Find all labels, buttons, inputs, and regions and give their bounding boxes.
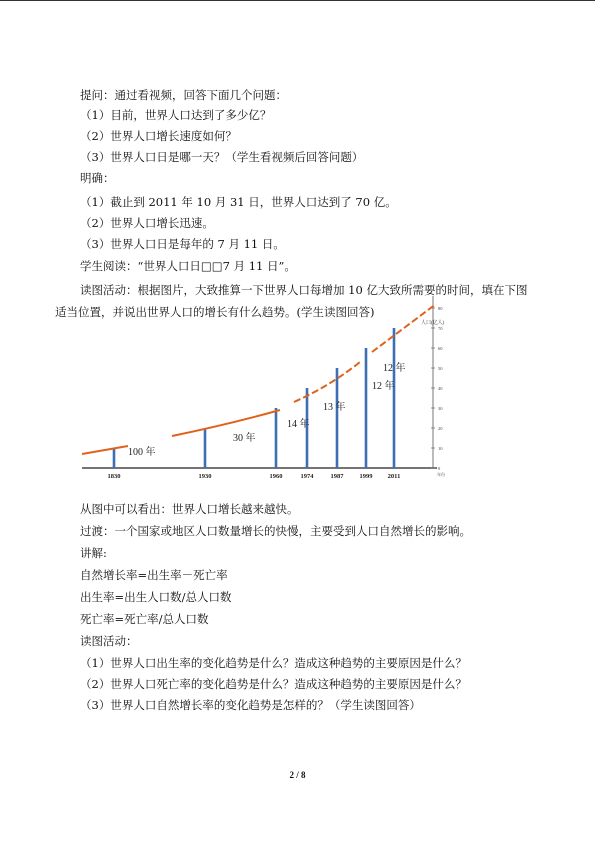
paragraph-p11: 适当位置，并说出世界人口的增长有什么趋势。(学生读图回答) bbox=[55, 305, 375, 319]
paragraph-p20: （2）世界人口死亡率的变化趋势是什么？造成这种趋势的主要原因是什么？ bbox=[80, 677, 467, 691]
y-tick-label: 80 bbox=[438, 306, 443, 311]
population-bar bbox=[204, 428, 207, 468]
page-number: 2 / 8 bbox=[289, 770, 306, 780]
paragraph-p13: 过渡：一个国家或地区人口数量增长的快慢，主要受到人口自然增长的影响。 bbox=[80, 524, 471, 538]
paragraph-p1: 提问：通过看视频，回答下面几个问题： bbox=[80, 88, 287, 102]
x-axis-label: 年份 bbox=[437, 472, 445, 477]
interval-label: 12 年 bbox=[383, 363, 406, 374]
y-tick-label: 40 bbox=[438, 386, 443, 391]
interval-label: 14 年 bbox=[287, 419, 310, 430]
x-tick-label: 1999 bbox=[359, 473, 373, 480]
paragraph-p19: （1）世界人口出生率的变化趋势是什么？造成这种趋势的主要原因是什么？ bbox=[80, 656, 467, 670]
interval-label: 12 年 bbox=[372, 381, 395, 392]
trend-segment bbox=[82, 446, 128, 454]
paragraph-p15: 自然增长率=出生率－死亡率 bbox=[80, 568, 228, 582]
x-tick-label: 1830 bbox=[107, 473, 121, 480]
y-tick-label: 0 bbox=[438, 466, 441, 471]
interval-label: 100 年 bbox=[128, 447, 156, 458]
interval-label: 30 年 bbox=[233, 433, 256, 444]
paragraph-p17: 死亡率=死亡率/总人口数 bbox=[80, 612, 209, 626]
x-tick-label: 1960 bbox=[269, 473, 283, 480]
population-bar bbox=[275, 408, 278, 468]
paragraph-p3: （2）世界人口增长速度如何？ bbox=[80, 129, 237, 143]
x-tick-label: 1987 bbox=[330, 473, 344, 480]
paragraph-p21: （3）世界人口自然增长率的变化趋势是怎样的？（学生读图回答） bbox=[80, 698, 421, 712]
population-bar bbox=[365, 348, 368, 468]
paragraph-p12: 从图中可以看出：世界人口增长越来越快。 bbox=[80, 502, 299, 516]
y-tick-label: 70 bbox=[438, 326, 443, 331]
x-tick-label: 1974 bbox=[300, 473, 314, 480]
trend-segment-dashed bbox=[372, 304, 436, 352]
paragraph-p16: 出生率=出生人口数/总人口数 bbox=[80, 590, 232, 604]
paragraph-p6: （1）截止到 2011 年 10 月 31 日，世界人口达到了 70 亿。 bbox=[80, 195, 397, 209]
y-tick-label: 30 bbox=[438, 406, 443, 411]
population-bar bbox=[336, 368, 339, 468]
x-tick-label: 1930 bbox=[198, 473, 212, 480]
paragraph-p8: （3）世界人口日是每年的 7 月 11 日。 bbox=[80, 237, 285, 251]
page-top-border bbox=[0, 0, 595, 1]
trend-segment bbox=[172, 410, 280, 436]
y-tick-label: 10 bbox=[438, 446, 443, 451]
paragraph-p7: （2）世界人口增长迅速。 bbox=[80, 216, 214, 230]
paragraph-p4: （3）世界人口日是哪一天？（学生看视频后回答问题） bbox=[80, 150, 364, 164]
y-tick-label: 60 bbox=[438, 346, 443, 351]
y-tick-label: 20 bbox=[438, 426, 443, 431]
population-bar bbox=[113, 448, 116, 468]
paragraph-p14: 讲解: bbox=[80, 546, 107, 560]
paragraph-p5: 明确： bbox=[80, 171, 115, 185]
paragraph-p2: （1）目前，世界人口达到了多少亿？ bbox=[80, 108, 272, 122]
trend-segment-dashed bbox=[294, 362, 360, 402]
y-tick-label: 50 bbox=[438, 366, 443, 371]
paragraph-p9: 学生阅读：“世界人口日□□7 月 11 日”。 bbox=[80, 259, 296, 273]
paragraph-p18: 读图活动： bbox=[80, 634, 138, 648]
population-bar bbox=[393, 328, 396, 468]
interval-label: 13 年 bbox=[323, 402, 346, 413]
paragraph-p10: 读图活动：根据图片，大致推算一下世界人口每增加 10 亿大致所需要的时间，填在下图 bbox=[80, 283, 528, 297]
x-tick-label: 2011 bbox=[387, 473, 401, 480]
y-axis-label: 人口(亿人) bbox=[421, 321, 445, 326]
